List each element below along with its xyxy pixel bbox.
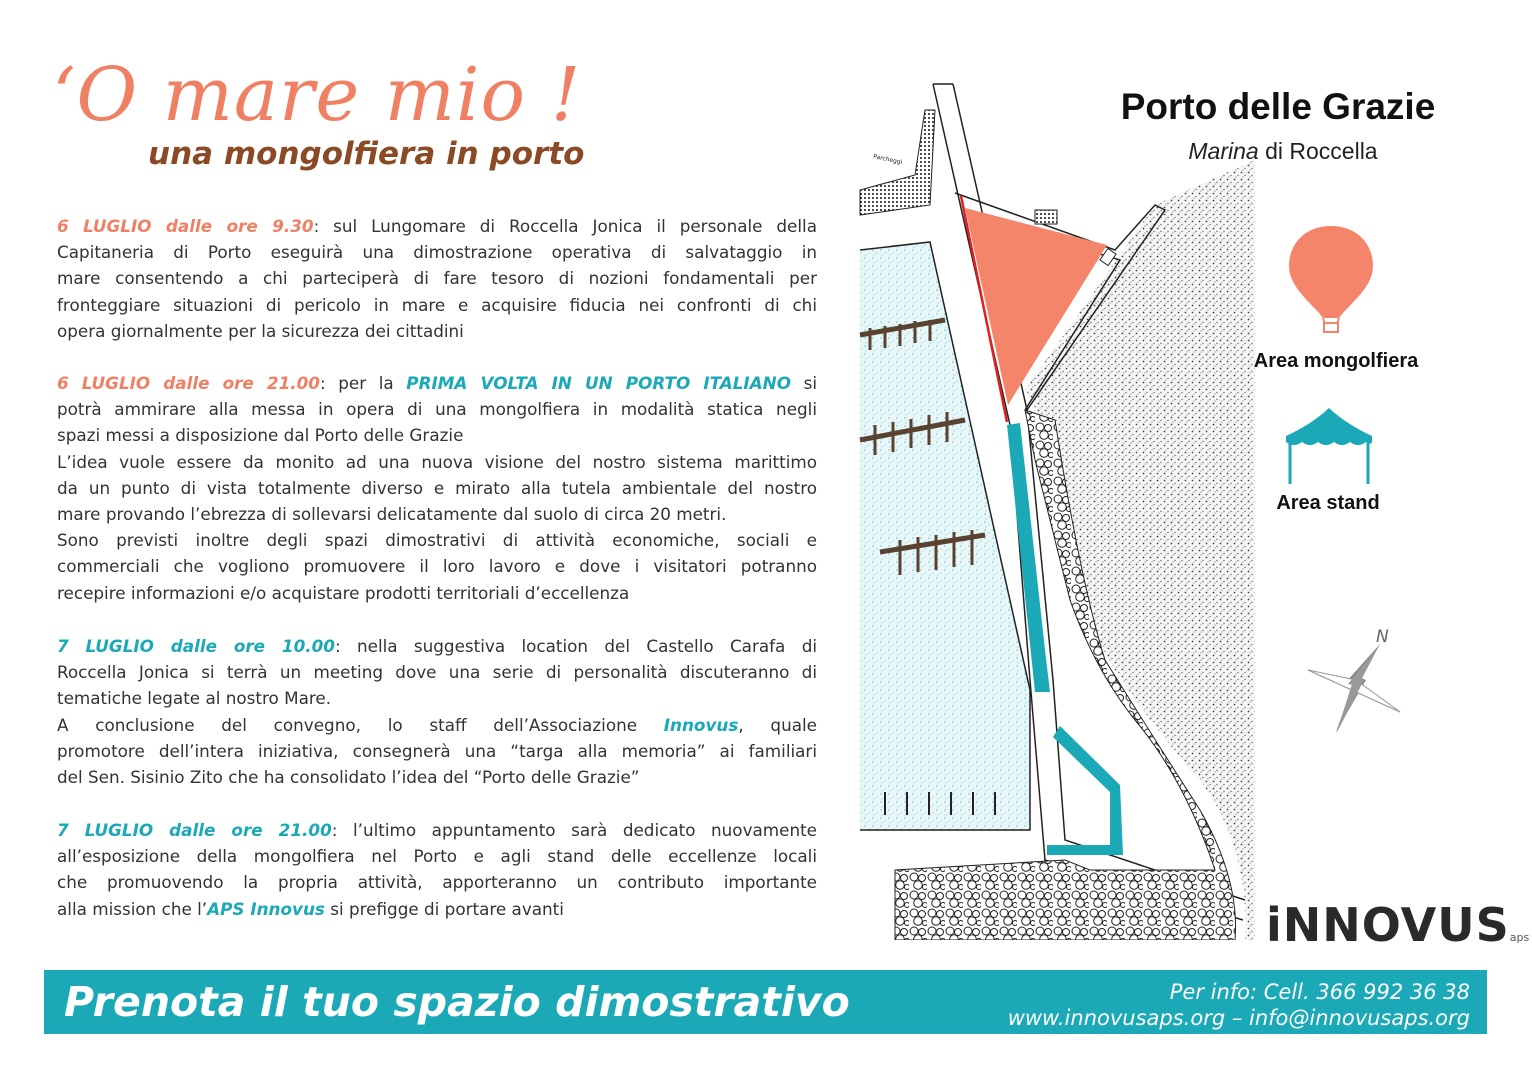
footer-info (1008, 979, 1470, 1031)
event-2-date: 6 LUGLIO dalle ore 21.00 (57, 373, 320, 393)
event-4-date: 7 LUGLIO dalle ore 21.00 (57, 820, 332, 840)
event-1-date: 6 LUGLIO dalle ore 9.30 (57, 216, 314, 236)
footer-web-email[interactable]: www.innovusaps.org – info@innovusaps.org (1007, 1006, 1470, 1030)
logo-suffix: aps (1509, 931, 1530, 944)
event-2-intro-end: si (790, 373, 817, 393)
event-2-line: mare provando l’ebrezza di sollevarsi delicatamente dal suolo di circa 20 metri. (57, 504, 727, 525)
event-2-line: L’idea vuole essere da monito ad una nuova visione del nostro sistema marittimo (57, 451, 817, 472)
legend-balloon-label: Area mongolfiera (1253, 350, 1419, 372)
event-2-line: da un punto di vista totalmente diverso e mirato alla tutela ambientale del nostro (57, 477, 817, 498)
logo-text: iNNOVUS (1266, 898, 1510, 952)
compass-n-label: N (1376, 627, 1389, 647)
map-title: Porto delle Grazie (1120, 86, 1436, 127)
event-4 (57, 817, 817, 922)
tent-icon (1282, 406, 1376, 486)
event-4-org: APS Innovus (207, 898, 325, 919)
grid-box (1035, 210, 1057, 224)
event-2-line: potrà ammirare alla messa in opera di una mongolfiera in modalità statica negli (57, 399, 817, 420)
event-3-conclusion: A conclusione del convegno, lo staff dell’Associazione (57, 714, 664, 735)
balloon-icon (1285, 222, 1377, 334)
map-subtitle (1078, 138, 1488, 165)
port-map (855, 80, 1255, 940)
event-1-line: fronteggiare situazioni di pericolo in mare e acquisire fiducia nei confronti di chi (57, 294, 817, 315)
event-4-last-end: si prefigge di portare avanti (324, 898, 564, 919)
compass-icon (1306, 622, 1406, 740)
event-3-conclusion-end: , quale (738, 714, 817, 735)
event-1-line: opera giornalmente per la sicurezza dei cittadini (57, 320, 464, 341)
subtitle: una mongolfiera in porto (148, 136, 585, 172)
event-3-line: del Sen. Sisinio Zito che ha consolidato l’idea del “Porto delle Grazie” (57, 767, 640, 788)
event-4-text: : l’ultimo appuntamento sarà dedicato nuovamente (331, 820, 817, 840)
map-subtitle-italic: Marina (1188, 138, 1259, 164)
event-3-date: 7 LUGLIO dalle ore 10.00 (57, 636, 335, 656)
event-3-line: promotore dell’intera iniziativa, consegnerà una “targa alla memoria” ai familiari (57, 740, 817, 761)
event-3-text: : nella suggestiva location del Castello Carafa di (334, 636, 818, 656)
event-3-line: tematiche legate al nostro Mare. (57, 688, 332, 709)
legend-stand-label: Area stand (1276, 492, 1380, 514)
main-title: ‘O mare mio ! (52, 52, 582, 138)
event-1-text: : sul Lungomare di Roccella Jonica il personale della (313, 216, 817, 236)
event-3-line: Roccella Jonica si terrà un meeting dove una serie di personalità discuteranno di (57, 662, 817, 683)
map-subtitle-rest: di Roccella (1258, 138, 1378, 164)
event-1-line: Capitaneria di Porto eseguirà una dimostrazione operativa di salvataggio in (57, 242, 817, 263)
event-2-line: commerciali che vogliono promuovere il loro lavoro e dove i visitatori potranno (57, 556, 817, 577)
event-4-last: alla mission che l’ (57, 898, 208, 919)
event-2-intro: : per la (319, 373, 407, 393)
footer-phone: Per info: Cell. 366 992 36 38 (1169, 980, 1470, 1004)
event-1 (57, 213, 817, 344)
event-2 (57, 370, 817, 606)
event-2-highlight: PRIMA VOLTA IN UN PORTO ITALIANO (406, 373, 791, 393)
event-4-line: all’esposizione della mongolfiera nel Porto e agli stand delle eccellenze locali (57, 846, 817, 867)
event-2-line: spazi messi a disposizione dal Porto delle Grazie (57, 425, 464, 446)
event-2-line: recepire informazioni e/o acquistare prodotti territoriali d’eccellenza (57, 582, 630, 603)
innovus-logo (1266, 898, 1529, 952)
footer-cta: Prenota il tuo spazio dimostrativo (64, 978, 850, 1026)
event-1-line: mare consentendo a chi parteciperà di fare tesoro di nozioni fondamentali per (57, 268, 817, 289)
event-3-org: Innovus (663, 714, 739, 735)
event-4-line: che promuovendo la propria attività, apporteranno un contributo importante (57, 872, 817, 893)
event-3 (57, 633, 817, 790)
event-2-line: Sono previsti inoltre degli spazi dimostrativi di attività economiche, sociali e (57, 530, 817, 551)
parking-label: Parcheggi (872, 153, 903, 167)
